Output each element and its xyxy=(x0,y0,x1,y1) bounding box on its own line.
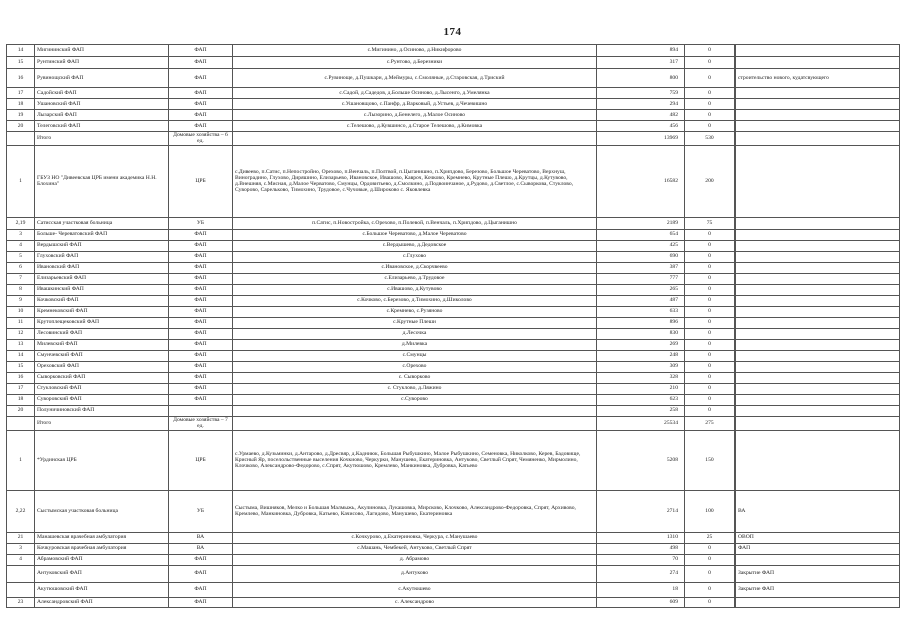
beds-cell: 0 xyxy=(685,597,735,607)
facility-type-cell: ФАП xyxy=(169,121,233,132)
table-row xyxy=(7,229,900,240)
note-cell: Закрытие ФАП xyxy=(736,582,900,597)
facility-type-cell: ФАП xyxy=(169,565,233,582)
beds-cell: 0 xyxy=(685,350,735,361)
service-area-cell: с.Глухово xyxy=(233,251,597,262)
population-cell: 265 xyxy=(597,284,685,295)
note-cell xyxy=(736,317,900,328)
row-number-cell: 20 xyxy=(7,121,35,132)
row-number-cell xyxy=(7,416,35,430)
service-area-cell: с.Ушановщово, с.Панфр, д.Варковый, д.Устьев, д.Чечевишно xyxy=(233,99,597,110)
beds-cell: 0 xyxy=(685,240,735,251)
row-number-cell: 13 xyxy=(7,339,35,350)
note-cell xyxy=(736,57,900,69)
population-cell: 482 xyxy=(597,110,685,121)
table-row xyxy=(7,416,900,430)
beds-cell: 0 xyxy=(685,306,735,317)
service-area-cell: с.Ивановское, д.Скорчвеево xyxy=(233,262,597,273)
facility-name-cell: Ивашкинский ФАП xyxy=(35,284,169,295)
row-number-cell xyxy=(7,582,35,597)
note-cell xyxy=(736,99,900,110)
service-area-cell xyxy=(233,416,597,430)
note-cell xyxy=(736,217,900,229)
table-row xyxy=(7,361,900,372)
facility-name-cell: Рунтинский ФАП xyxy=(35,57,169,69)
table-row xyxy=(7,262,900,273)
table-row xyxy=(7,306,900,317)
service-area-cell: с. Александрово xyxy=(233,597,597,607)
row-number-cell: 18 xyxy=(7,394,35,405)
facility-type-cell: ФАП xyxy=(169,284,233,295)
facility-type-cell: ФАП xyxy=(169,110,233,121)
beds-cell: 0 xyxy=(685,317,735,328)
table-row xyxy=(7,110,900,121)
table-row xyxy=(7,251,900,262)
beds-cell: 0 xyxy=(685,229,735,240)
population-cell: 13969 xyxy=(597,132,685,146)
facilities-table xyxy=(6,44,900,608)
table-row xyxy=(7,543,900,554)
population-cell: 258 xyxy=(597,405,685,416)
note-cell xyxy=(736,121,900,132)
facility-type-cell: ФАП xyxy=(169,88,233,99)
note-cell xyxy=(736,145,900,217)
note-cell xyxy=(736,306,900,317)
service-area-cell: д.Антуково xyxy=(233,565,597,582)
beds-cell: 0 xyxy=(685,295,735,306)
facility-type-cell: ФАП xyxy=(169,597,233,607)
facility-name-cell: Рувинощский ФАП xyxy=(35,69,169,88)
population-cell: 623 xyxy=(597,394,685,405)
row-number-cell: 9 xyxy=(7,295,35,306)
facility-name-cell: Абрамовский ФАП xyxy=(35,554,169,565)
facility-name-cell: Стукловский ФАП xyxy=(35,383,169,394)
population-cell: 2714 xyxy=(597,490,685,532)
population-cell: 894 xyxy=(597,45,685,57)
row-number-cell: 12 xyxy=(7,328,35,339)
population-cell: 387 xyxy=(597,262,685,273)
facility-type-cell: УБ xyxy=(169,490,233,532)
table-row xyxy=(7,240,900,251)
facility-type-cell xyxy=(169,405,233,416)
note-cell xyxy=(736,262,900,273)
facility-type-cell: ФАП xyxy=(169,372,233,383)
row-number-cell: 1 xyxy=(7,430,35,490)
service-area-cell: с.Кремнево, с.Рузяново xyxy=(233,306,597,317)
row-number-cell: 4 xyxy=(7,240,35,251)
facility-name-cell: Полуничиновский ФАП xyxy=(35,405,169,416)
facility-type-cell: ФАП xyxy=(169,262,233,273)
beds-cell: 0 xyxy=(685,88,735,99)
beds-cell: 0 xyxy=(685,121,735,132)
service-area-cell: с.Вердышево, д.Дедовское xyxy=(233,240,597,251)
population-cell: 294 xyxy=(597,99,685,110)
note-cell: строительство нового, кудатсвующего xyxy=(736,69,900,88)
beds-cell: 0 xyxy=(685,69,735,88)
service-area-cell: с.Кочково, с.Березово, д.Тимохино, д.Шиколово xyxy=(233,295,597,306)
service-area-cell: с.Суворово xyxy=(233,394,597,405)
service-area-cell: с.Крутные Плеши xyxy=(233,317,597,328)
beds-cell: 150 xyxy=(685,430,735,490)
note-cell: ВА xyxy=(736,490,900,532)
row-number-cell: 1 xyxy=(7,145,35,217)
population-cell: 633 xyxy=(597,306,685,317)
facility-type-cell: ФАП xyxy=(169,339,233,350)
facility-type-cell: ФАП xyxy=(169,361,233,372)
beds-cell: 0 xyxy=(685,57,735,69)
population-cell: 654 xyxy=(597,229,685,240)
note-cell xyxy=(736,383,900,394)
service-area-cell: п.Сатис, п.Новостройка, с.Орехово, п.Полевой, п.Венчаль, п.Хрипдово, д.Цыганишно xyxy=(233,217,597,229)
facility-type-cell: ФАП xyxy=(169,350,233,361)
service-area-cell: с.Садой, д.Садедов, д.Больше Осиново, д.Лысенго, д.Умелянка xyxy=(233,88,597,99)
facility-name-cell: Елизарьевский ФАП xyxy=(35,273,169,284)
row-number-cell: 2,22 xyxy=(7,490,35,532)
service-area-cell: с.Мигинино, д.Осиново, д.Никифорово xyxy=(233,45,597,57)
table-row xyxy=(7,383,900,394)
service-area-cell: с.Урмаево, д.Кузьминки, д.Антарово, д.Дресвяр, д.Кадниюк, Большая Рыбушкино, Малое Рыбушкино, Семеновка, Николково, Керев, Бадовище, Крисный Яр, поселольственные выселения Кочкиово, Черкурки, Манушево, Екатериновка, Антуково, Светлый Спрят, Чемяненко, Мирмолино, Клочково, Александрово-Федорово, с.Спрят, Акутюшово, Кремлево, Манкиновка, Дубровка, Катьево xyxy=(233,430,597,490)
table-row xyxy=(7,372,900,383)
row-number-cell: 18 xyxy=(7,99,35,110)
beds-cell: 75 xyxy=(685,217,735,229)
service-area-cell: с.Орехово xyxy=(233,361,597,372)
row-number-cell: 19 xyxy=(7,110,35,121)
facility-name-cell: Сыстымская участковая больница xyxy=(35,490,169,532)
population-cell: 1310 xyxy=(597,532,685,543)
facility-name-cell: ГБУЗ НО "Дивеевская ЦРБ имени академика Н.Н. Блохина" xyxy=(35,145,169,217)
note-cell xyxy=(736,45,900,57)
table-row xyxy=(7,532,900,543)
facility-name-cell: Телеговский ФАП xyxy=(35,121,169,132)
page-number: 174 xyxy=(443,26,462,38)
service-area-cell xyxy=(233,132,597,146)
population-cell: 609 xyxy=(597,597,685,607)
population-cell: 830 xyxy=(597,328,685,339)
row-number-cell: 20 xyxy=(7,405,35,416)
row-number-cell: 4 xyxy=(7,554,35,565)
population-cell: 5208 xyxy=(597,430,685,490)
table-row xyxy=(7,597,900,607)
facility-type-cell: ФАП xyxy=(169,394,233,405)
note-cell xyxy=(736,132,900,146)
note-cell xyxy=(736,273,900,284)
table-row xyxy=(7,295,900,306)
note-cell xyxy=(736,405,900,416)
facility-type-cell: Домовые хозяйства – 6 ед. xyxy=(169,132,233,146)
row-number-cell: 11 xyxy=(7,317,35,328)
beds-cell: 0 xyxy=(685,99,735,110)
beds-cell: 0 xyxy=(685,565,735,582)
service-area-cell: с.Смунцы xyxy=(233,350,597,361)
facility-type-cell: ФАП xyxy=(169,306,233,317)
population-cell: 18 xyxy=(597,582,685,597)
facility-type-cell: ВА xyxy=(169,543,233,554)
table-row xyxy=(7,273,900,284)
facility-name-cell: Мигининский ФАП xyxy=(35,45,169,57)
beds-cell: 0 xyxy=(685,251,735,262)
table-row xyxy=(7,394,900,405)
row-number-cell: 17 xyxy=(7,88,35,99)
population-cell: 800 xyxy=(597,69,685,88)
beds-cell: 25 xyxy=(685,532,735,543)
beds-cell: 0 xyxy=(685,582,735,597)
table-row xyxy=(7,121,900,132)
population-cell: 70 xyxy=(597,554,685,565)
facility-type-cell: ФАП xyxy=(169,273,233,284)
beds-cell: 530 xyxy=(685,132,735,146)
row-number-cell: 15 xyxy=(7,57,35,69)
table-row xyxy=(7,132,900,146)
row-number-cell: 8 xyxy=(7,284,35,295)
facility-type-cell: ФАП xyxy=(169,229,233,240)
row-number-cell: 16 xyxy=(7,372,35,383)
facility-name-cell: Ушановский ФАП xyxy=(35,99,169,110)
note-cell xyxy=(736,110,900,121)
service-area-cell: с.Ивашово, д.Кутувово xyxy=(233,284,597,295)
beds-cell: 0 xyxy=(685,372,735,383)
beds-cell: 0 xyxy=(685,262,735,273)
facility-type-cell: ФАП xyxy=(169,45,233,57)
table-row xyxy=(7,350,900,361)
beds-cell: 0 xyxy=(685,110,735,121)
beds-cell: 100 xyxy=(685,490,735,532)
service-area-cell: Сыстыма, Вишняков, Мелко и Большая Малмыжь, Акулиновка, Лукашовка, Мирсково, Клочково, Александрово-Федоровка, Спрят, Архивово, Кремлево, Манкиновка, Дубровка, Катьево, Качисово, Лагидово, Манушево, Екатериновка xyxy=(233,490,597,532)
population-cell: 269 xyxy=(597,339,685,350)
facility-name-cell: Лесовинский ФАП xyxy=(35,328,169,339)
facility-name-cell: Кочкуровская врачебная амбулатория xyxy=(35,543,169,554)
table-row xyxy=(7,582,900,597)
table-row xyxy=(7,99,900,110)
beds-cell: 0 xyxy=(685,554,735,565)
table-row xyxy=(7,45,900,57)
facility-type-cell: Домовые хозяйства – 7 ед. xyxy=(169,416,233,430)
table-row xyxy=(7,339,900,350)
facility-type-cell: ФАП xyxy=(169,317,233,328)
row-number-cell xyxy=(7,565,35,582)
row-number-cell: 5 xyxy=(7,251,35,262)
facility-name-cell: Глуховский ФАП xyxy=(35,251,169,262)
service-area-cell: с.Дивеево, п.Сатис, п.Непостройно, Орехово, п.Венчаль, п.Полтвой, п.Цыганишно, п.Хрипдово, Березово, Большое Череватово, Верхнуш, Виноградино, Глухово, Диряшино, Елизарьево, Ивановское, Ивашово, Кавроч, Кочково, Кремнево, Крутные Плешо, д.Крутцы, д.Кутувово, д.Внешняя, с.Мисная, д.Малое Черватово, Смунцы, Ордовитьево, д.Смолкино, д.Подвоинчаное, д.Рудово, д.Светлое, с.Сыворкова, Стуклово, Суворово, Сарельково, Тимохино, Трудовое, с.Чучовые, д.Широково с. Яковлевка xyxy=(233,145,597,217)
facility-name-cell: Суворовский ФАП xyxy=(35,394,169,405)
facility-type-cell: ФАП xyxy=(169,328,233,339)
note-cell xyxy=(736,251,900,262)
service-area-cell: д.Лесочка xyxy=(233,328,597,339)
beds-cell: 0 xyxy=(685,339,735,350)
note-cell xyxy=(736,430,900,490)
table-row xyxy=(7,284,900,295)
facility-type-cell: ФАП xyxy=(169,57,233,69)
table-row xyxy=(7,88,900,99)
population-cell: 317 xyxy=(597,57,685,69)
service-area-cell: д. Абрамово xyxy=(233,554,597,565)
facility-name-cell: Садойский ФАП xyxy=(35,88,169,99)
beds-cell: 0 xyxy=(685,394,735,405)
service-area-cell: с.Машань, Чембекей, Антуково, Светлый Спрят xyxy=(233,543,597,554)
facility-type-cell: ФАП xyxy=(169,99,233,110)
note-cell xyxy=(736,416,900,430)
table-row xyxy=(7,317,900,328)
table-row xyxy=(7,554,900,565)
facility-name-cell: Итого xyxy=(35,132,169,146)
beds-cell: 0 xyxy=(685,405,735,416)
facility-name-cell: Сыворковский ФАП xyxy=(35,372,169,383)
facility-type-cell: ВА xyxy=(169,532,233,543)
facility-type-cell: ФАП xyxy=(169,582,233,597)
facility-type-cell: ЦРБ xyxy=(169,430,233,490)
facility-type-cell: ФАП xyxy=(169,554,233,565)
row-number-cell xyxy=(7,132,35,146)
row-number-cell: 7 xyxy=(7,273,35,284)
row-number-cell: 21 xyxy=(7,532,35,543)
service-area-cell: с.Телешово, д.Кувшинсо, д.Старое Телешово, д.Кимовка xyxy=(233,121,597,132)
facility-name-cell: Ивановский ФАП xyxy=(35,262,169,273)
note-cell xyxy=(736,229,900,240)
facility-name-cell: Кремнековский ФАП xyxy=(35,306,169,317)
row-number-cell: 17 xyxy=(7,383,35,394)
facility-type-cell: ЦРБ xyxy=(169,145,233,217)
row-number-cell: 3 xyxy=(7,543,35,554)
service-area-cell xyxy=(233,405,597,416)
facility-name-cell: *Урдинская ЦРБ xyxy=(35,430,169,490)
row-number-cell: 10 xyxy=(7,306,35,317)
facility-type-cell: ФАП xyxy=(169,240,233,251)
facility-name-cell: Лызарский ФАП xyxy=(35,110,169,121)
beds-cell: 0 xyxy=(685,45,735,57)
facility-type-cell: ФАП xyxy=(169,383,233,394)
service-area-cell: с.Рунтово, д.Березники xyxy=(233,57,597,69)
facility-name-cell: Вердышский ФАП xyxy=(35,240,169,251)
row-number-cell: 14 xyxy=(7,45,35,57)
population-cell: 2189 xyxy=(597,217,685,229)
population-cell: 274 xyxy=(597,565,685,582)
row-number-cell: 16 xyxy=(7,69,35,88)
note-cell xyxy=(736,372,900,383)
facility-name-cell: Антуковский ФАП xyxy=(35,565,169,582)
population-cell: 425 xyxy=(597,240,685,251)
population-cell: 456 xyxy=(597,121,685,132)
facility-name-cell: Милевский ФАП xyxy=(35,339,169,350)
note-cell xyxy=(736,554,900,565)
facility-name-cell: Больше- Череватовский ФАП xyxy=(35,229,169,240)
row-number-cell: 14 xyxy=(7,350,35,361)
beds-cell: 0 xyxy=(685,383,735,394)
note-cell xyxy=(736,394,900,405)
facility-name-cell: Сатисская участковая больница xyxy=(35,217,169,229)
row-number-cell: 2,19 xyxy=(7,217,35,229)
facility-type-cell: УБ xyxy=(169,217,233,229)
table-row xyxy=(7,217,900,229)
facility-type-cell: ФАП xyxy=(169,295,233,306)
beds-cell: 0 xyxy=(685,543,735,554)
facility-name-cell: Манашевская врачебная амбулатория xyxy=(35,532,169,543)
facility-type-cell: ФАП xyxy=(169,251,233,262)
note-cell xyxy=(736,240,900,251)
beds-cell: 0 xyxy=(685,361,735,372)
note-cell: Закрытие ФАП xyxy=(736,565,900,582)
facility-type-cell: ФАП xyxy=(169,69,233,88)
population-cell: 896 xyxy=(597,317,685,328)
table-row xyxy=(7,69,900,88)
service-area-cell: с.Лызорино, д.Бенелего, д.Малое Осиново xyxy=(233,110,597,121)
note-cell: ФАП xyxy=(736,543,900,554)
row-number-cell: 15 xyxy=(7,361,35,372)
note-cell xyxy=(736,328,900,339)
service-area-cell: с.Рувиноще, д.Пушкари, д.Меймуры, с.Смоляные, д.Старовская, д.Триский xyxy=(233,69,597,88)
population-cell: 690 xyxy=(597,251,685,262)
table-row xyxy=(7,57,900,69)
note-cell xyxy=(736,361,900,372)
facility-name-cell: Акутюшовский ФАП xyxy=(35,582,169,597)
table-row xyxy=(7,328,900,339)
note-cell xyxy=(736,350,900,361)
note-cell xyxy=(736,284,900,295)
note-cell xyxy=(736,295,900,306)
row-number-cell: 6 xyxy=(7,262,35,273)
service-area-cell: с. Сыворково xyxy=(233,372,597,383)
facility-name-cell: Кочковский ФАП xyxy=(35,295,169,306)
table-row xyxy=(7,405,900,416)
service-area-cell: с.Кочкурово, д.Екатериновка, Черкура, с.Манушаево xyxy=(233,532,597,543)
service-area-cell: д.Милевка xyxy=(233,339,597,350)
population-cell: 25534 xyxy=(597,416,685,430)
facility-name-cell: Александровский ФАП xyxy=(35,597,169,607)
population-cell: 16582 xyxy=(597,145,685,217)
population-cell: 210 xyxy=(597,383,685,394)
service-area-cell: с.Большое Череватово, д.Малое Череватово xyxy=(233,229,597,240)
population-cell: 498 xyxy=(597,543,685,554)
facility-name-cell: Крутоплещековский ФАП xyxy=(35,317,169,328)
beds-cell: 200 xyxy=(685,145,735,217)
note-cell: ОВОП xyxy=(736,532,900,543)
beds-cell: 0 xyxy=(685,284,735,295)
population-cell: 777 xyxy=(597,273,685,284)
population-cell: 309 xyxy=(597,361,685,372)
note-cell xyxy=(736,88,900,99)
population-cell: 487 xyxy=(597,295,685,306)
service-area-cell: с.Акутюшево xyxy=(233,582,597,597)
table-row xyxy=(7,490,900,532)
service-area-cell: с.Елизарьево, д.Трудовое xyxy=(233,273,597,284)
table-row xyxy=(7,145,900,217)
facility-name-cell: Ореховский ФАП xyxy=(35,361,169,372)
beds-cell: 0 xyxy=(685,328,735,339)
facility-name-cell: Смунчевский ФАП xyxy=(35,350,169,361)
population-cell: 248 xyxy=(597,350,685,361)
note-cell xyxy=(736,597,900,607)
table-row xyxy=(7,430,900,490)
population-cell: 759 xyxy=(597,88,685,99)
facility-name-cell: Итого xyxy=(35,416,169,430)
row-number-cell: 3 xyxy=(7,229,35,240)
row-number-cell: 23 xyxy=(7,597,35,607)
service-area-cell: с. Стуклово, д.Ляжино xyxy=(233,383,597,394)
table-row xyxy=(7,565,900,582)
beds-cell: 0 xyxy=(685,273,735,284)
note-cell xyxy=(736,339,900,350)
population-cell: 328 xyxy=(597,372,685,383)
beds-cell: 275 xyxy=(685,416,735,430)
